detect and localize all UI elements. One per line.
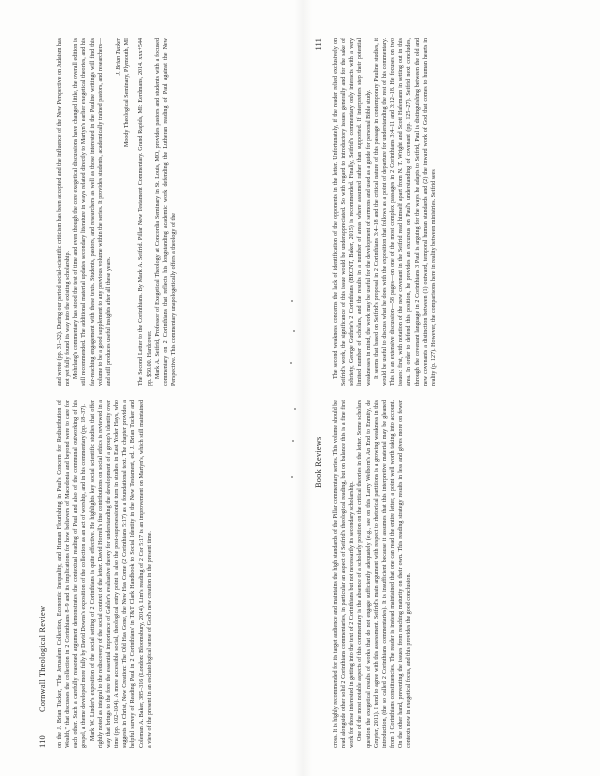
right-page-column-2 [332, 38, 568, 386]
page-number: 110 [38, 735, 47, 748]
left-page [36, 28, 294, 758]
paragraph: It seems that based on Seifrid's proposal in 2 Corinthians 3:4–18 and the critical nature of this passage in contemporary Pauline studies, it would be useful to discuss what he does with the exposition that follows as a point of departure for understanding the rest of his commentary. This is an extensive discussion—58 pages—on one of the most complex passages in 2 Corinthians 3:4–11 and 3:12–18. He focuses on two issues: first, with notation of the new covenant in the Seifrid read himself apart from N. T. Wright and Scott Hafemann in setting out in this area. In order to defend this position, he provides an excursus on Paul's understanding of covenant (pp. 125–27). Seifrid next concludes, through the covenant language in 2 Corinthians 3 Paul is arguing for the ways he adapts to Seifrid, Paul is distinguishing between the old and new covenants a distinction between (1) outward, temporal human standards and (2) the inward work of God that comes to human hearts in reality (p. 127). However, the comparisons here in reality between ministries. Seifrid sees [373, 38, 437, 386]
left-page-column-2 [56, 38, 292, 386]
right-page-header [314, 38, 328, 748]
running-head: Cornwall Theological Review [38, 605, 47, 712]
reviewer-name: J. Brian Tucker [116, 38, 123, 76]
left-page-columns [56, 38, 292, 748]
paragraph: One of the most notable aspects of this commentary is the absence of a scholarly position on the critical theories in the letter. Some scholars question the exegetical results of works that do not engage sufficiently adequately (e.g., see on this Larry Welborn's An End to Enmity, de Gruyter, 2011). I tend to agree with this assessment. Seifrid's main argument with respect to rhetorical partitions is a growing weakness in this introduction, (the so called 2 Corinthians commentaries). It is insufficient because it assumes that this interpretive material may be gleaned from 1 Corinthians constituencies. The reader is instead maintained that one can read the entire letter, a point well worth taking into account. On the other hand, preventing the issues from reaching maturity on their own. This reading strategy results in less and gives more on fewer contexts now in exegetical focus, and this provides the good conclusion. [357, 400, 413, 748]
paragraph: The second weakness concerns the lack of identification of the opponents in the letter. Unfortunately, if the reader relied exclusively on Seifrid's work, the significance of this issue would be underappreciated. So with regard to introductory issues generally and for the sake of sobriety, George Guthrie's 2 Corinthians (BECNT, Baker, 2015) is recommended. Finally, Seifrid's commentary only interacts with a very limited number of scholars, and the results in a number of areas where assumed rather than supported. If interpreters step their potential weaknesses in mind, the work may be useful for the development of sermons and used as a guide for personal Bible study. [333, 38, 372, 386]
paragraph: cross. It is highly recommended for its target audience and maintains the high standards of the Pillar commentary series. This volume should be read alongside other solid 2 Corinthians commentaries, in particular an aspect of Seifrid's theological reading, but on balance this is a fine first work for those interested in getting into the text of 2 Corinthians but not necessarily its secondary scholarship. [333, 400, 356, 748]
paragraph: and wrote (pp. 31–32). During our period social-scientific criticism has been accepted and the influence of the New Perspective on Judaism has not yet fully found its way into the existing scholarship. [57, 38, 72, 386]
left-page-column-1 [56, 400, 292, 748]
paragraph: Mark W. Linder's exposition of the social setting of 2 Corinthians is quite effective. He highlights key social scientific studies that offer rightly noted as integral to the rediscovery of the social context of the letter. David Horrell's fine contributions on social ethics is reviewed in a way that brings to the fore the essential importance of Gabler's evaluative theory for understanding the development of a group's identity over time (pp. 102–104). A more accessible social, theological entry point is also the post-supersessionist turn in studies in East Yoder Hays, who suggests in Christ, New Creation: The Old Has Gone, the New Has Come (2 Corinthians 5:17) as a foundational text. The chapter provides a helpful survey of Reading Paul in 2 Corinthians' in T&T Clark Handbook to Social Identity in the New Testament, ed. J. Brian Tucker and Coleman A. Baker, 385–316 (London: Bloomsbury, 2014). Lim's reading of 2 Cor 5:17 is an improvement on Martyn's, which still maintained a view of the present in an eschatological sense of God's new creation in the present time. [89, 400, 153, 748]
review-heading: The Second Letter to the Corinthians. By Mark A. Seifrid. Pillar New Testament Commentary. Grand Rapids, MI: Eerdmans, 2014. xxx+544 pp. $50.00. Hardcover. [138, 38, 153, 386]
page-number: 111 [314, 38, 323, 51]
reviewer-affiliation: Moody Theological Seminary, Plymouth, MI [124, 38, 131, 148]
right-page-columns [332, 38, 568, 748]
left-page-header [38, 38, 52, 748]
paragraph: on the J. Brian Tucker, "The Jerusalem Collection, Economic Inequality, and Human Flourishing in Paul's Concern for Redistribution of Wealth," that discusses the collection in 2 Corinthians 8–9 and its implications for how believers of Macedonia and beyond were to care for each other. Such a carefully reasoned argument demonstrates the contextual reading of Paul and also of the communal outworking of his gospel, a theme developed more fully by David Downs's exposition of the collection as an act of worship, and in his commentary (pp. 18–37). [57, 400, 88, 748]
paragraph: Mohrlang's commentary has stood the test of time and even though the core exegetical discussions have changed little, the overall edition is still recommended. The additional material updates secondary literature in ways related directly to Martyn's earlier exegetical theories, and his far-reaching engagement with these texts. Students, pastors, and researchers as well as those interested in the Pauline writings will find this volume to be a good supplement to any previous volume within the series. It provides students, academically trained pastors, and researchers—and still produces useful insights after all these years. [73, 38, 112, 386]
paragraph: Mark A. Seifrid, Professor of Exegetical Theology at Concordia Seminary in St. Louis, MO, provides pastors and students with a focused commentary on 2 Corinthians that reflects his longstanding academic work defending the Lutheran reading of Paul against the New Perspective. This commentary unapologetically offers a theology of the [154, 38, 178, 386]
running-head: Book Reviews [314, 436, 323, 488]
right-page [312, 28, 570, 758]
right-page-column-1 [332, 400, 568, 748]
